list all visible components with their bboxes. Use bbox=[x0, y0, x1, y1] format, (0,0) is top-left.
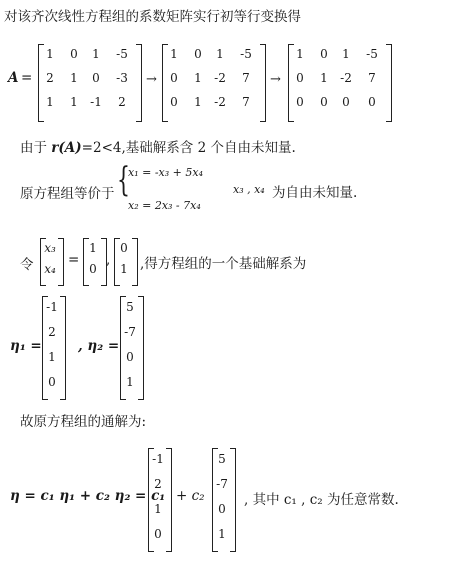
matrix-2-cell: 7 bbox=[242, 95, 250, 109]
matrix-1-cell: 1 bbox=[46, 47, 54, 61]
matrix-2-cell: 1 bbox=[194, 71, 202, 85]
let-prefix: 令 bbox=[20, 257, 34, 273]
matrix-1-cell: -3 bbox=[116, 71, 128, 85]
general-heading: 故原方程组的通解为: bbox=[20, 414, 147, 430]
general-eta2-vector-entry: -7 bbox=[216, 477, 228, 491]
matrix-3-cell: 7 bbox=[368, 71, 376, 85]
rank-suffix: ,基础解系含 2 个自由未知量. bbox=[121, 140, 296, 156]
equiv-equation-2: x₂ = 2x₃ - 7x₄ bbox=[128, 199, 201, 212]
matrix-a-label: A bbox=[8, 70, 19, 86]
matrix-1-cell: -1 bbox=[90, 95, 102, 109]
equiv-prefix: 原方程组等价于 bbox=[20, 186, 115, 202]
let-value-vector-1-entry: 1 bbox=[89, 241, 97, 255]
matrix-1-cell: 1 bbox=[70, 71, 78, 85]
matrix-2-cell: 1 bbox=[194, 95, 202, 109]
let-equals-sign: = bbox=[68, 252, 80, 268]
general-plus: + c₂ bbox=[176, 488, 205, 504]
general-eta1-vector-entry: -1 bbox=[152, 452, 164, 466]
eta1-vector-entry: 2 bbox=[48, 325, 56, 339]
matrix-2-cell: -5 bbox=[240, 47, 252, 61]
eta2-vector-entry: 0 bbox=[126, 350, 134, 364]
equiv-suffix: 为自由未知量. bbox=[272, 185, 358, 201]
row-transform-arrow-icon: → bbox=[146, 72, 157, 87]
matrix-2-cell: 0 bbox=[170, 95, 178, 109]
matrix-1-cell: 1 bbox=[46, 95, 54, 109]
equiv-equation-1: x₁ = -x₃ + 5x₄ bbox=[128, 166, 203, 179]
eta1-vector-entry: -1 bbox=[46, 300, 58, 314]
matrix-3-cell: 1 bbox=[342, 47, 350, 61]
left-brace-icon: { bbox=[117, 160, 130, 200]
eta1-vector-entry: 1 bbox=[48, 350, 56, 364]
rank-expression: r(A) bbox=[51, 140, 82, 156]
matrix-1-cell: 2 bbox=[46, 71, 54, 85]
let-var-vector-right-bracket bbox=[58, 238, 64, 286]
let-var-vector-entry: x₄ bbox=[44, 262, 56, 276]
matrix-1-cell: 1 bbox=[70, 95, 78, 109]
matrix-1-cell: 2 bbox=[118, 95, 126, 109]
eta2-vector-right-bracket bbox=[138, 296, 144, 400]
let-suffix: ,得方程组的一个基础解系为 bbox=[140, 256, 307, 272]
rank-relation: =2<4 bbox=[81, 140, 122, 156]
equiv-free-vars: x₃ , x₄ bbox=[233, 183, 265, 196]
general-eta2-vector-entry: 0 bbox=[218, 502, 226, 516]
matrix-2-cell: -2 bbox=[214, 71, 226, 85]
general-eta2-vector-entry: 1 bbox=[218, 527, 226, 541]
matrix-3-cell: 1 bbox=[296, 47, 304, 61]
matrix-3-cell: 0 bbox=[320, 47, 328, 61]
eta2-vector-entry: 5 bbox=[126, 300, 134, 314]
matrix-3-cell: 1 bbox=[320, 71, 328, 85]
matrix-1-cell: 0 bbox=[70, 47, 78, 61]
general-eta1-vector-entry: 2 bbox=[154, 477, 162, 491]
matrix-3-cell: 0 bbox=[320, 95, 328, 109]
let-value-vector-1-entry: 0 bbox=[89, 262, 97, 276]
equals-sign: = bbox=[21, 70, 33, 86]
let-value-vector-2-entry: 0 bbox=[120, 241, 128, 255]
let-comma: , bbox=[106, 252, 111, 268]
general-eta1-vector-entry: 1 bbox=[154, 502, 162, 516]
matrix-2-cell: 0 bbox=[170, 71, 178, 85]
matrix-3-cell: -2 bbox=[340, 71, 352, 85]
general-eta1-vector-right-bracket bbox=[166, 448, 172, 552]
matrix-2-cell: 1 bbox=[216, 47, 224, 61]
eta1-vector-entry: 0 bbox=[48, 375, 56, 389]
general-eta2-vector-right-bracket bbox=[230, 448, 236, 552]
general-eta1-vector-entry: 0 bbox=[154, 527, 162, 541]
intro-text: 对该齐次线性方程组的系数矩阵实行初等行变换得 bbox=[4, 9, 301, 25]
matrix-2-cell: 1 bbox=[170, 47, 178, 61]
matrix-1-cell: 1 bbox=[92, 47, 100, 61]
matrix-3-cell: 0 bbox=[296, 95, 304, 109]
let-value-vector-2-right-bracket bbox=[132, 238, 138, 286]
let-var-vector-entry: x₃ bbox=[44, 241, 56, 255]
matrix-1-cell: -5 bbox=[116, 47, 128, 61]
matrix-2-cell: 0 bbox=[194, 47, 202, 61]
matrix-3-cell: -5 bbox=[366, 47, 378, 61]
matrix-3-cell: 0 bbox=[342, 95, 350, 109]
general-suffix: , 其中 c₁ , c₂ 为任意常数. bbox=[244, 492, 399, 508]
matrix-1-right-bracket bbox=[136, 44, 142, 122]
eta2-vector-entry: -7 bbox=[124, 325, 136, 339]
matrix-2-right-bracket bbox=[260, 44, 266, 122]
matrix-3-cell: 0 bbox=[296, 71, 304, 85]
eta1-label: η₁ = bbox=[10, 338, 42, 354]
general-eta2-vector-entry: 5 bbox=[218, 452, 226, 466]
eta2-label: , η₂ = bbox=[78, 338, 120, 354]
eta1-vector-right-bracket bbox=[60, 296, 66, 400]
general-lhs: η = c₁ η₁ + c₂ η₂ = c₁ bbox=[10, 488, 166, 504]
rank-prefix: 由于 bbox=[20, 140, 47, 156]
let-value-vector-2-entry: 1 bbox=[120, 262, 128, 276]
matrix-2-cell: 7 bbox=[242, 71, 250, 85]
matrix-3-cell: 0 bbox=[368, 95, 376, 109]
row-transform-arrow-icon: → bbox=[270, 72, 281, 87]
matrix-3-right-bracket bbox=[386, 44, 392, 122]
rank-line bbox=[20, 136, 296, 156]
matrix-1-cell: 0 bbox=[92, 71, 100, 85]
eta2-vector-entry: 1 bbox=[126, 375, 134, 389]
matrix-2-cell: -2 bbox=[214, 95, 226, 109]
